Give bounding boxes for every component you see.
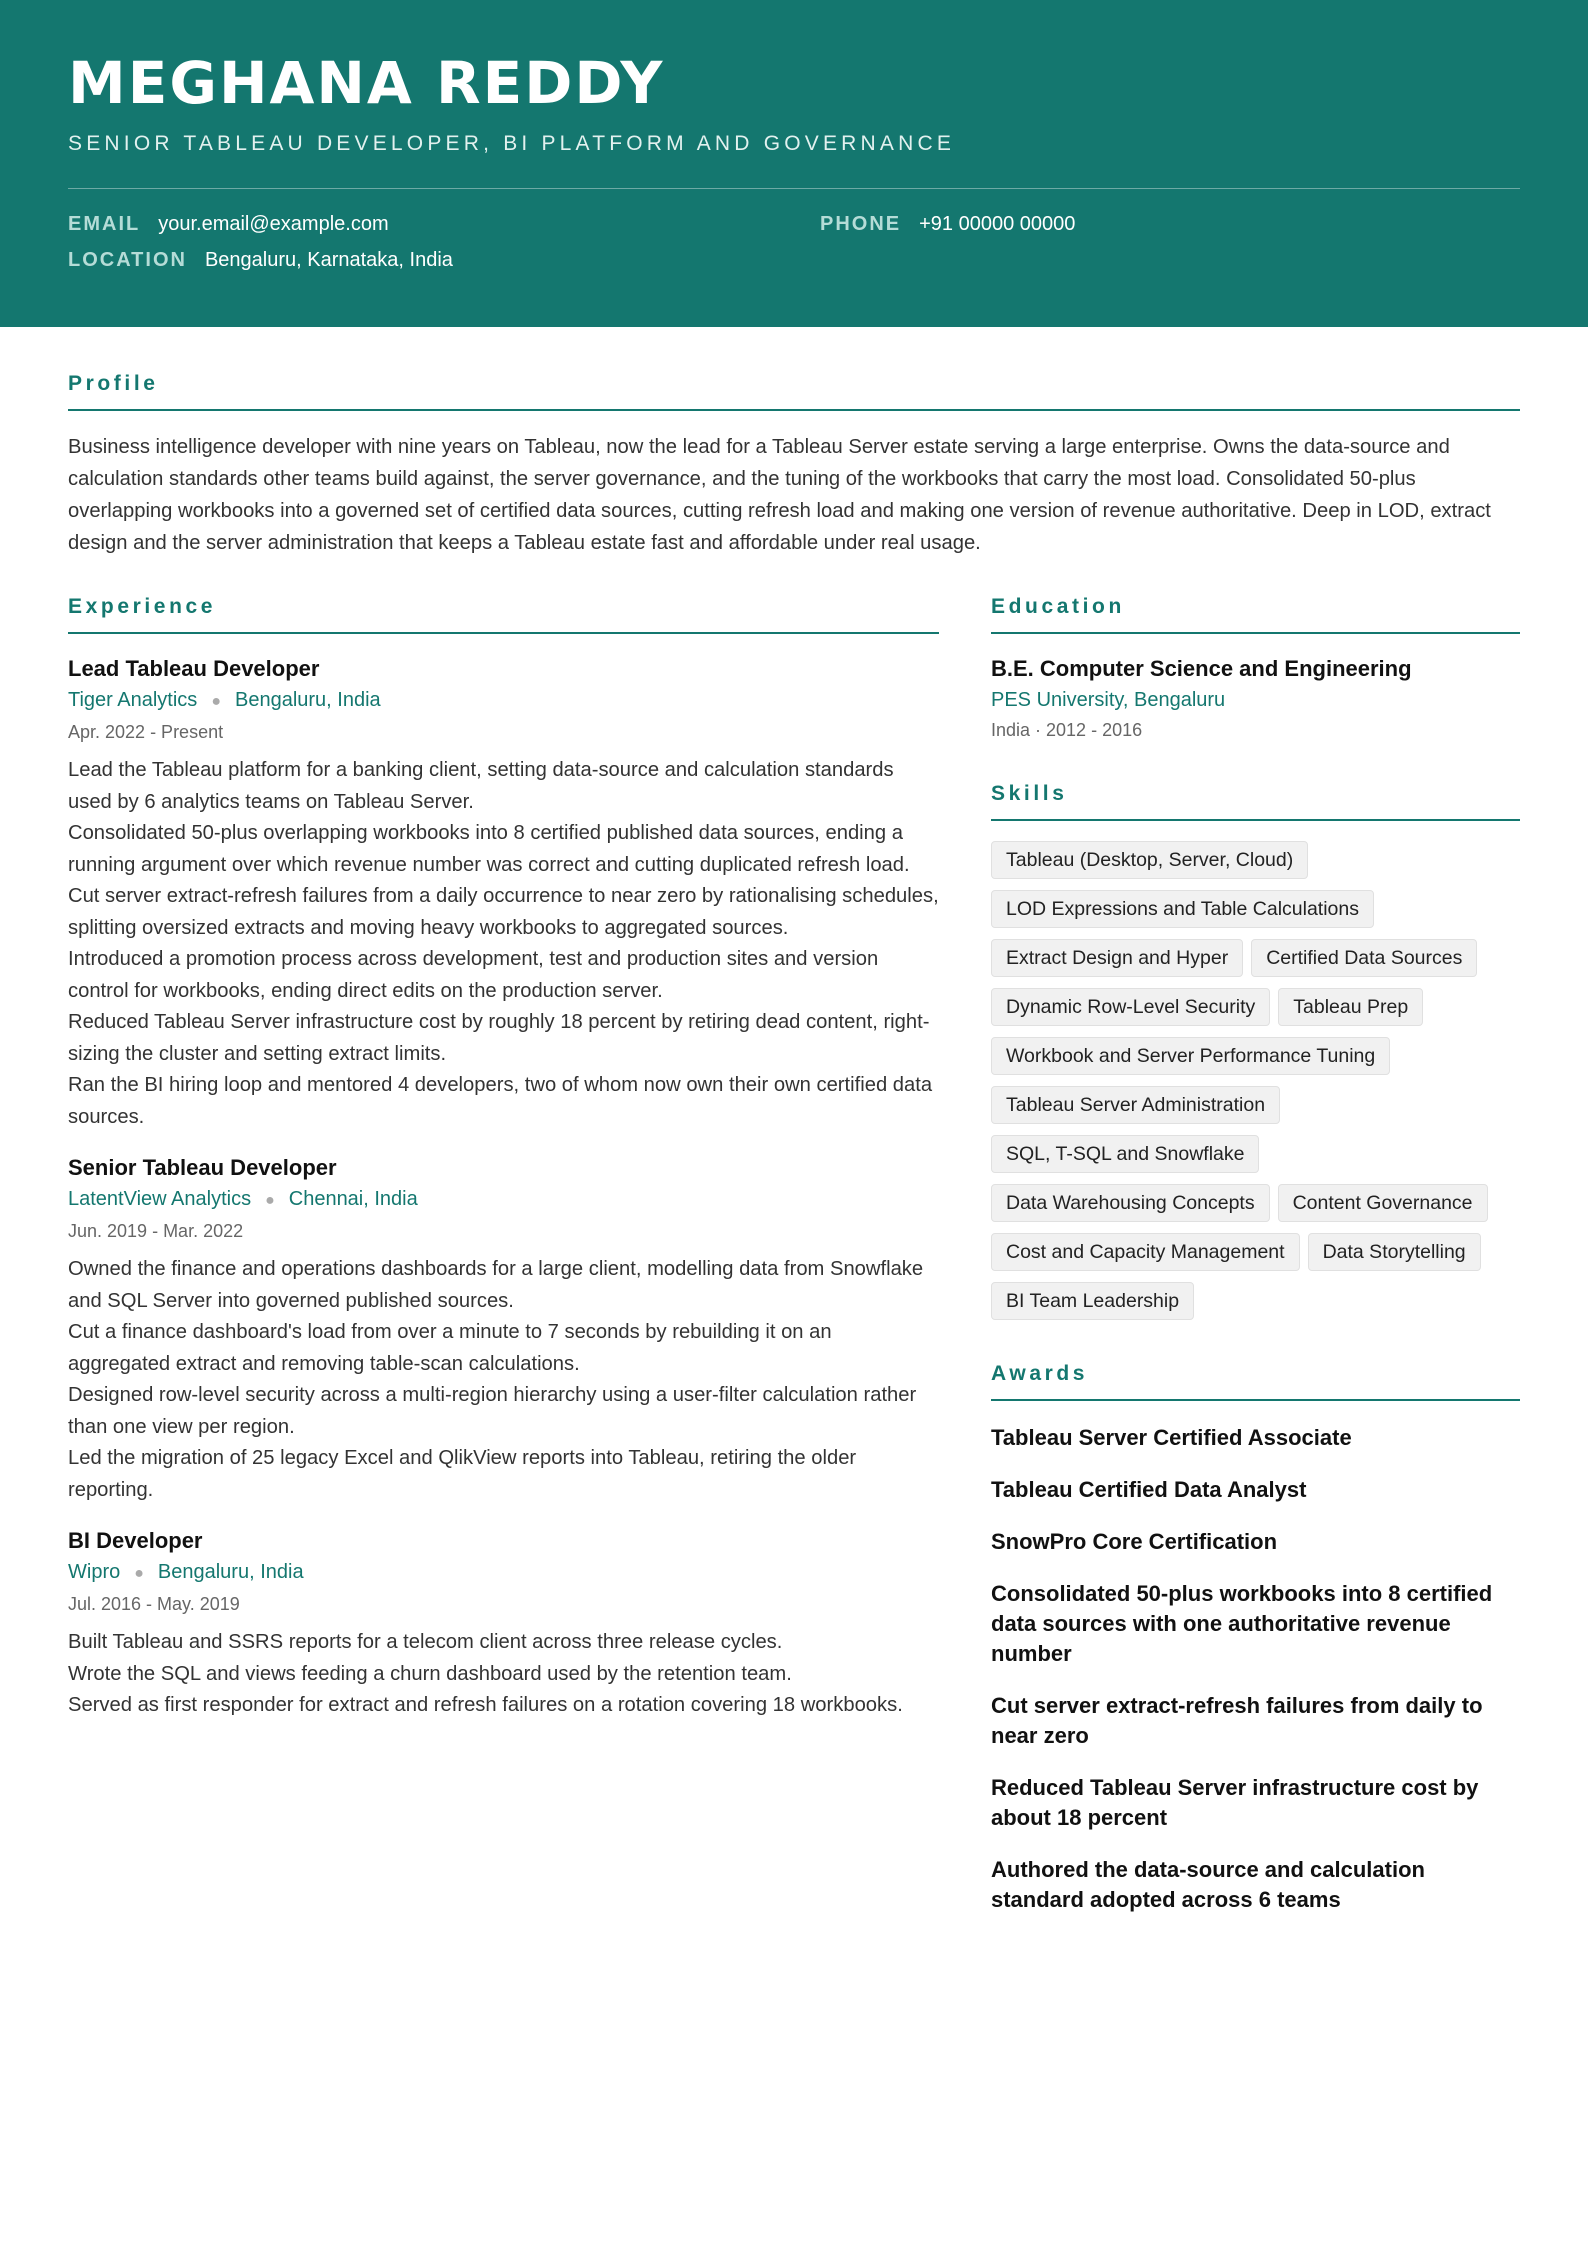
job-company: Tiger Analytics: [68, 689, 198, 711]
location-label: LOCATION: [68, 249, 187, 271]
profile-text: Business intelligence developer with nine years on Tableau, now the lead for a Tableau Server estate serving a large enterprise. Owns the data-source and calculation standards other teams build against, the server governance, and the tuning of the workbooks that carry the most load. Consolidated 50-plus overlapping workbooks into a governed set of certified data sources, cutting refresh load and making one version of revenue authoritative. Deep in LOD, extract design and the server administration that keeps a Tableau estate fast and affordable under real usage.: [68, 436, 1491, 554]
separator-dot-icon: ●: [211, 693, 221, 710]
job-location: Bengaluru, India: [234, 689, 381, 711]
email-label: EMAIL: [68, 213, 141, 235]
award-item: Authored the data-source and calculation standard adopted across 6 teams: [991, 1857, 1425, 1912]
skill-chip: Workbook and Server Performance Tuning: [991, 1037, 1390, 1075]
phone-value[interactable]: +91 00000 00000: [919, 213, 1076, 235]
job-dates: Jun. 2019 - Mar. 2022: [68, 1221, 244, 1241]
left-column: [68, 595, 939, 1722]
contact-location: [68, 249, 453, 272]
job-location: Bengaluru, India: [157, 1561, 304, 1583]
skill-chip: LOD Expressions and Table Calculations: [991, 890, 1374, 928]
job-dates: Jul. 2016 - May. 2019: [68, 1594, 240, 1614]
education-meta: India · 2012 - 2016: [991, 720, 1143, 740]
job-bullet: Lead the Tableau platform for a banking client, setting data-source and calculation standards used by 6 analytics teams on Tableau Server.: [68, 759, 894, 813]
skill-chip: Content Governance: [1278, 1184, 1488, 1222]
job-entry: [68, 1153, 939, 1506]
header-divider: [68, 188, 1520, 189]
skills-heading: Skills: [991, 782, 1068, 805]
job-bullet: Wrote the SQL and views feeding a churn dashboard used by the retention team.: [68, 1662, 792, 1685]
skill-chip: Extract Design and Hyper: [991, 939, 1243, 977]
job-meta: [68, 1556, 939, 1590]
award-item: Tableau Certified Data Analyst: [991, 1477, 1307, 1502]
awards-heading: Awards: [991, 1362, 1089, 1385]
job-entry: [68, 654, 939, 1133]
skill-chip: Tableau Prep: [1278, 988, 1423, 1026]
job-meta: [68, 1183, 939, 1217]
skill-chip: Data Storytelling: [1308, 1233, 1481, 1271]
job-bullets: [68, 1254, 939, 1506]
job-bullet: Owned the finance and operations dashboards for a large client, modelling data from Snowflake and SQL Server into governed published sources.: [68, 1258, 924, 1312]
skill-chip: SQL, T-SQL and Snowflake: [991, 1135, 1259, 1173]
profile-section: [68, 372, 1520, 411]
award-item: SnowPro Core Certification: [991, 1529, 1278, 1554]
candidate-name: MEGHANA REDDY: [68, 49, 665, 117]
award-list: [991, 1423, 1520, 1915]
award-item: Reduced Tableau Server infrastructure cost by about 18 percent: [991, 1775, 1479, 1830]
job-list: [68, 654, 939, 1722]
job-bullet: Ran the BI hiring loop and mentored 4 developers, two of whom now own their own certified data sources.: [68, 1074, 933, 1128]
job-bullets: [68, 755, 939, 1133]
education-rule: [991, 632, 1520, 634]
skill-list: [991, 841, 1520, 1320]
job-location: Chennai, India: [288, 1188, 418, 1210]
skill-chip: Data Warehousing Concepts: [991, 1184, 1270, 1222]
location-value: Bengaluru, Karnataka, India: [204, 249, 453, 271]
job-bullet: Introduced a promotion process across development, test and production sites and version control for workbooks, ending direct edits on the production server.: [68, 948, 879, 1002]
skill-chip: Tableau Server Administration: [991, 1086, 1280, 1124]
contact-info: [68, 213, 1520, 293]
separator-dot-icon: ●: [134, 1565, 144, 1582]
job-bullet: Cut a finance dashboard's load from over a minute to 7 seconds by rebuilding it on an aggregated extract and removing table-scan calculations.: [68, 1321, 832, 1375]
email-value[interactable]: your.email@example.com: [158, 213, 389, 235]
job-company: LatentView Analytics: [68, 1188, 252, 1210]
profile-heading: Profile: [68, 372, 159, 395]
candidate-title: SENIOR TABLEAU DEVELOPER, BI PLATFORM AND GOVERNANCE: [68, 132, 956, 155]
awards-rule: [991, 1399, 1520, 1401]
job-bullet: Designed row-level security across a multi-region hierarchy using a user-filter calculation rather than one view per region.: [68, 1384, 917, 1438]
phone-label: PHONE: [820, 213, 902, 235]
skill-chip: BI Team Leadership: [991, 1282, 1194, 1320]
skill-chip: Dynamic Row-Level Security: [991, 988, 1270, 1026]
job-bullet: Led the migration of 25 legacy Excel and QlikView reports into Tableau, retiring the older reporting.: [68, 1447, 857, 1501]
job-bullet: Served as first responder for extract and refresh failures on a rotation covering 18 workbooks.: [68, 1694, 903, 1716]
job-bullets: [68, 1627, 939, 1722]
job-bullet: Reduced Tableau Server infrastructure cost by roughly 18 percent by retiring dead content, right-sizing the cluster and setting extract limits.: [68, 1011, 930, 1065]
job-bullet: Consolidated 50-plus overlapping workbooks into 8 certified published data sources, ending a running argument over which revenue number was correct and cutting duplicated refresh load.: [68, 822, 910, 876]
award-item: Cut server extract-refresh failures from daily to near zero: [991, 1693, 1483, 1748]
resume-header: [0, 0, 1588, 327]
education-school: PES University, Bengaluru: [991, 689, 1226, 711]
separator-dot-icon: ●: [265, 1192, 275, 1209]
education-heading: Education: [991, 595, 1125, 618]
right-column: [991, 595, 1520, 1915]
job-title: Lead Tableau Developer: [68, 656, 320, 681]
award-item: Consolidated 50-plus workbooks into 8 certified data sources with one authoritative revenue number: [991, 1581, 1493, 1666]
skill-chip: Tableau (Desktop, Server, Cloud): [991, 841, 1308, 879]
job-entry: [68, 1526, 939, 1722]
profile-rule: [68, 409, 1520, 411]
job-title: Senior Tableau Developer: [68, 1155, 337, 1180]
skills-rule: [991, 819, 1520, 821]
job-dates: Apr. 2022 - Present: [68, 722, 224, 742]
award-item: Tableau Server Certified Associate: [991, 1425, 1352, 1450]
contact-email: [68, 213, 389, 236]
job-bullet: Cut server extract-refresh failures from a daily occurrence to near zero by rationalising schedules, splitting oversized extracts and moving heavy workbooks to aggregated sources.: [68, 885, 939, 939]
experience-rule: [68, 632, 939, 634]
job-bullet: Built Tableau and SSRS reports for a telecom client across three release cycles.: [68, 1631, 783, 1653]
job-meta: [68, 684, 939, 718]
education-degree: B.E. Computer Science and Engineering: [991, 656, 1412, 681]
contact-phone: [820, 213, 1075, 236]
job-company: Wipro: [68, 1561, 121, 1583]
skill-chip: Cost and Capacity Management: [991, 1233, 1300, 1271]
job-title: BI Developer: [68, 1528, 203, 1553]
experience-heading: Experience: [68, 595, 217, 618]
skill-chip: Certified Data Sources: [1251, 939, 1477, 977]
